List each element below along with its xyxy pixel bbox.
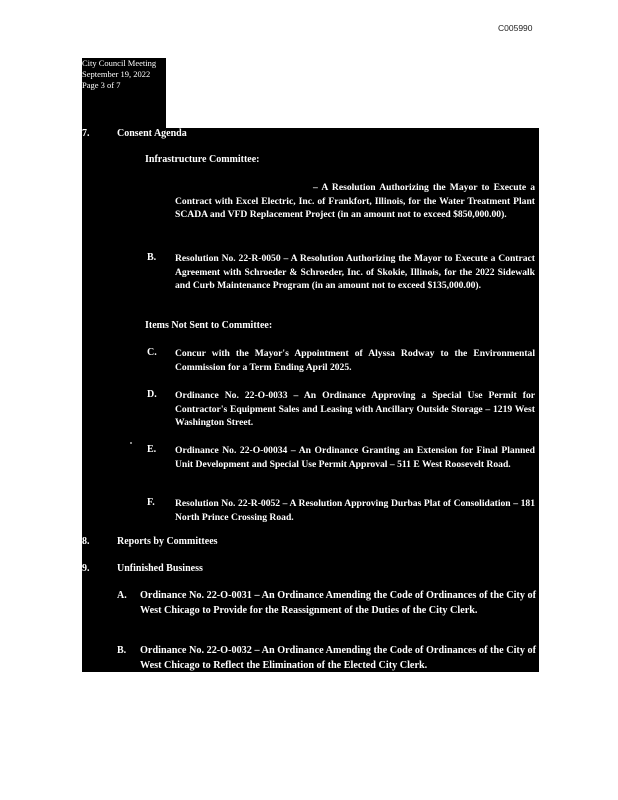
item-9a-text: Ordinance No. 22-O-0031 – An Ordinance Amending the Code of Ordinances of the City of West Chicago to Provide for the Reassignment of the Duties of the City Clerk. xyxy=(140,590,536,616)
document-id: C005990 xyxy=(498,23,533,33)
item-b-text: Resolution No. 22-R-0050 – A Resolution Authorizing the Mayor to Execute a Contract Agreement with Schroeder & Schroeder, Inc. of Skokie, Illinois, for the 2022 Sidewalk and Curb Maintenance Program (in an amount not to exceed $135,000.00). xyxy=(175,253,535,291)
section-8-title: Reports by Committees xyxy=(117,536,218,547)
item-d-letter: D. xyxy=(147,389,157,400)
item-e-text: Ordinance No. 22-O-00034 – An Ordinance Granting an Extension for Final Planned Unit Development and Special Use Permit Approval – 511 E West Roosevelt Road. xyxy=(175,445,535,470)
item-f-letter: F. xyxy=(147,497,155,508)
header-meeting: City Council Meeting xyxy=(82,58,157,68)
item-c-letter: C. xyxy=(147,347,157,358)
header-page: Page 3 of 7 xyxy=(82,80,121,90)
section-7-title: Consent Agenda xyxy=(117,128,187,139)
section-9-number: 9. xyxy=(82,563,90,574)
item-a-text: – A Resolution Authorizing the Mayor to Execute a Contract with Excel Electric, Inc. of Frankfort, Illinois, for the Water Treatment Plant SCADA and VFD Replacement Project (in an amount not to exceed $850,000.00). xyxy=(175,182,535,220)
agenda-body xyxy=(82,128,539,672)
item-e-letter: E. xyxy=(147,444,157,455)
section-9-title: Unfinished Business xyxy=(117,563,203,574)
section-8-number: 8. xyxy=(82,536,90,547)
item-9b-text: Ordinance No. 22-O-0032 – An Ordinance Amending the Code of Ordinances of the City of West Chicago to Reflect the Elimination of the Elected City Clerk. xyxy=(140,645,536,671)
section-7-number: 7. xyxy=(82,128,90,139)
item-b-letter: B. xyxy=(147,252,157,263)
item-f-text: Resolution No. 22-R-0052 – A Resolution Approving Durbas Plat of Consolidation – 181 North Prince Crossing Road. xyxy=(175,498,535,523)
not-sent-heading: Items Not Sent to Committee: xyxy=(145,320,273,331)
item-d-text: Ordinance No. 22-O-0033 – An Ordinance Approving a Special Use Permit for Contractor's Equipment Sales and Leasing with Ancillary Outside Storage – 1219 West Washington Street. xyxy=(175,390,535,428)
infrastructure-heading: Infrastructure Committee: xyxy=(145,154,260,165)
header-date: September 19, 2022 xyxy=(82,69,151,79)
scan-speck xyxy=(130,442,132,444)
item-c-text: Concur with the Mayor's Appointment of Alyssa Rodway to the Environmental Commission for a Term Ending April 2025. xyxy=(175,348,535,373)
item-9a-letter: A. xyxy=(117,590,127,601)
item-9b-letter: B. xyxy=(117,645,127,656)
page-header xyxy=(82,58,166,128)
